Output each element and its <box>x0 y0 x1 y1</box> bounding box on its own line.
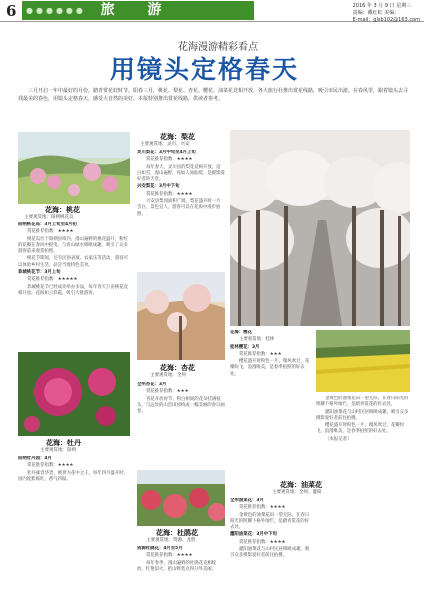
text-azalea-p1: 赏花推荐指数：★★★★ <box>146 553 193 559</box>
text-rapeseed-p2: 金黄色的油菜花田一望无际，在春日阳光的照耀下格外灿烂，是踏青赏花的好去处。 <box>230 512 310 531</box>
text-pear-p0: 灵川梨花：3月中旬至4月上旬 <box>137 150 196 155</box>
header-date: 2016 年 3 月 9 日 星期三 <box>352 3 412 9</box>
text-rapeseed-p1: 赏花推荐指数：★★★★ <box>239 505 286 511</box>
text-right-column <box>316 396 410 526</box>
text-pear <box>137 150 225 268</box>
text-peach <box>18 222 130 350</box>
text-rapeseed-p0: 全州油菜花：3月 <box>230 498 264 503</box>
text-cherry-p0: 桂林樱花：3月 <box>230 344 260 350</box>
text-pear-p4: 赏花推荐指数：★★★★ <box>146 191 193 197</box>
section-banner <box>22 1 254 20</box>
text-right-signoff: （本报记者） <box>325 436 352 442</box>
text-right-p2: 樱花盛开时粉色一片，微风吹过，花瓣纷飞，浪漫唯美，是春季拍照的好去处。 <box>316 423 405 435</box>
caption-peach-sub: 主要观赏地：阳朔桃花岛 <box>24 215 74 220</box>
text-pear-p2: 每年春天，灵川县的梨花竞相开放，洁白如雪，漫山遍野，宛如人间仙境，是摄影爱好者的天堂。 <box>137 164 225 183</box>
banner-dots-decoration: ●●●●●● <box>26 6 86 15</box>
text-right-p0: 金黄色的油菜花田一望无际，在春日阳光的照耀下格外灿烂，是踏青赏花的好去处。 <box>316 396 409 408</box>
rapeseed-image <box>316 330 410 392</box>
caption-peach-title: 花海：桃花 <box>45 206 80 214</box>
caption-rapeseed-sub: 主要观赏地：全州、灌阳 <box>272 490 322 495</box>
text-peach-p3: 桃花节期间，还有民俗表演、农家乐等活动，游客可以体验乡村生活，品尝当地特色美食。 <box>18 256 128 268</box>
text-rapeseed-p3: 灌阳油菜花：3月中下旬 <box>230 532 277 538</box>
text-peach-p4: 恭城桃花节：3月上旬 <box>18 270 61 276</box>
section-title: 旅 游 <box>100 2 176 18</box>
photo-azalea <box>137 470 225 526</box>
text-cherry-p1: 赏花推荐指数：★★★ <box>239 351 282 357</box>
peach-blossom-image <box>18 132 130 204</box>
text-azalea <box>137 546 225 596</box>
text-peach-p1: 赏花推荐指数：★★★★ <box>27 229 74 235</box>
caption-rapeseed-title: 花海：油菜花 <box>280 481 322 489</box>
caption-azalea-sub: 主要观赏地：资源、龙胜 <box>146 538 196 543</box>
blossom-avenue-image <box>230 130 410 326</box>
text-apricot-p0: 全州杏花：3月 <box>137 382 167 387</box>
header-email: E-mail：glsb102@163.com <box>352 17 420 23</box>
text-cherry-p2: 樱花盛开时粉色一片，微风吹过，花瓣纷飞，浪漫唯美，是春季拍照的好去处。 <box>230 359 310 377</box>
header-info <box>353 3 420 24</box>
text-rapeseed-p5: 灌阳油菜花与山村民居相映成趣，吸引众多摄影爱好者前往拍摄。 <box>230 547 310 559</box>
photo-blossom-avenue <box>230 130 410 326</box>
text-peach-p5: 赏花推荐指数：★★★★★ <box>27 277 78 283</box>
photo-peach-blossom <box>18 132 130 204</box>
page-number: 6 <box>6 2 17 20</box>
apricot-image <box>137 272 225 360</box>
lead-paragraph: 三月开启一年中最好的月份，踏青赏花好时节。阳春三月，桃花、梨花、杏花、樱花、油菜花竞相开放，各大旅行社推出赏花线路，吸引市民出游。在春风里，跟着镜头去寻找最美的春色，用镜头定格春天，感受大自然的美好。本报特别推出赏花线路，供读者参考。 <box>18 88 409 102</box>
text-cherry <box>230 330 312 476</box>
text-peach-p6: 恭城桃花节已经成功举办多届，每年春天万亩桃花竞相开放，花海如云似霞，吸引大批游客。 <box>18 284 128 296</box>
caption-apricot-sub: 主要观赏地：全州 <box>150 373 186 378</box>
text-rapeseed-p4: 赏花推荐指数：★★★★ <box>239 539 286 545</box>
header-editor: 责编：戴红虹 美编： <box>352 10 400 16</box>
peony-image <box>18 352 130 436</box>
caption-pear-sub: 主要观赏地：灵川、兴安 <box>140 142 190 147</box>
text-azalea-p0: 资源杜鹃花：4月至5月 <box>137 546 183 551</box>
text-cherry-sub: 主要观赏地：桂林 <box>239 337 275 343</box>
photo-rapeseed <box>316 330 410 392</box>
text-peony-p0: 阳朔牡丹园：4月 <box>18 456 52 461</box>
text-pear-p3: 兴安梨花：3月中下旬 <box>137 184 180 190</box>
text-peach-p2: 桃花岛位于阳朔县境内，漫山遍野的桃花盛开，粉红的花瓣在春风中摇曳，与青山绿水相映成趣，吸引了众多游客前来观赏拍照。 <box>18 236 128 255</box>
text-pear-p5: 兴安县梨园面积广阔，梨花盛开时一片雪白，景色宜人，游客可以在花海中漫步拍照。 <box>137 199 221 217</box>
text-peony-p1: 赏花推荐指数：★★★★ <box>27 463 74 469</box>
text-peach-p0: 阳朔桃花岛：3月上旬至4月初 <box>18 222 77 227</box>
caption-pear-title: 花海：梨花 <box>160 133 195 141</box>
text-apricot <box>137 382 225 462</box>
article-lead <box>18 88 408 103</box>
text-azalea-p2: 每年春季，漫山遍野的杜鹃花竞相绽放，红艳似火，把山野装点得分外美丽。 <box>137 560 217 572</box>
text-apricot-p1: 赏花推荐指数：★★★ <box>146 389 189 395</box>
text-pear-p1: 赏花推荐指数：★★★★ <box>146 157 193 163</box>
caption-peony-title: 花海：牡丹 <box>46 439 81 447</box>
page-header <box>0 0 424 22</box>
text-right-p1: 灌阳油菜花与山村民居相映成趣，吸引众多摄影爱好者前往拍摄。 <box>316 409 409 421</box>
text-apricot-p2: 杏花开放时节，粉白相间的花朵挂满枝头，与远处的山峦田园构成一幅美丽的春日画卷。 <box>137 396 225 415</box>
text-cherry-title: 花海：樱花 <box>230 330 252 335</box>
photo-apricot <box>137 272 225 360</box>
text-peony-p2: 牡丹雍容华贵，被誉为花中之王，每年四月盛开时，园内姹紫嫣红，香气四溢。 <box>18 470 128 482</box>
text-peony <box>18 456 130 520</box>
caption-peony-sub: 主要观赏地：阳朔 <box>40 448 76 453</box>
azalea-image <box>137 470 225 526</box>
article-kicker: 花海漫游精彩看点 <box>178 42 258 53</box>
article-headline: 用镜头定格春天 <box>110 55 300 84</box>
photo-peony <box>18 352 130 436</box>
text-rapeseed <box>230 498 312 594</box>
caption-azalea-title: 花海：杜鹃花 <box>156 529 198 537</box>
caption-apricot-title: 花海：杏花 <box>160 364 195 372</box>
